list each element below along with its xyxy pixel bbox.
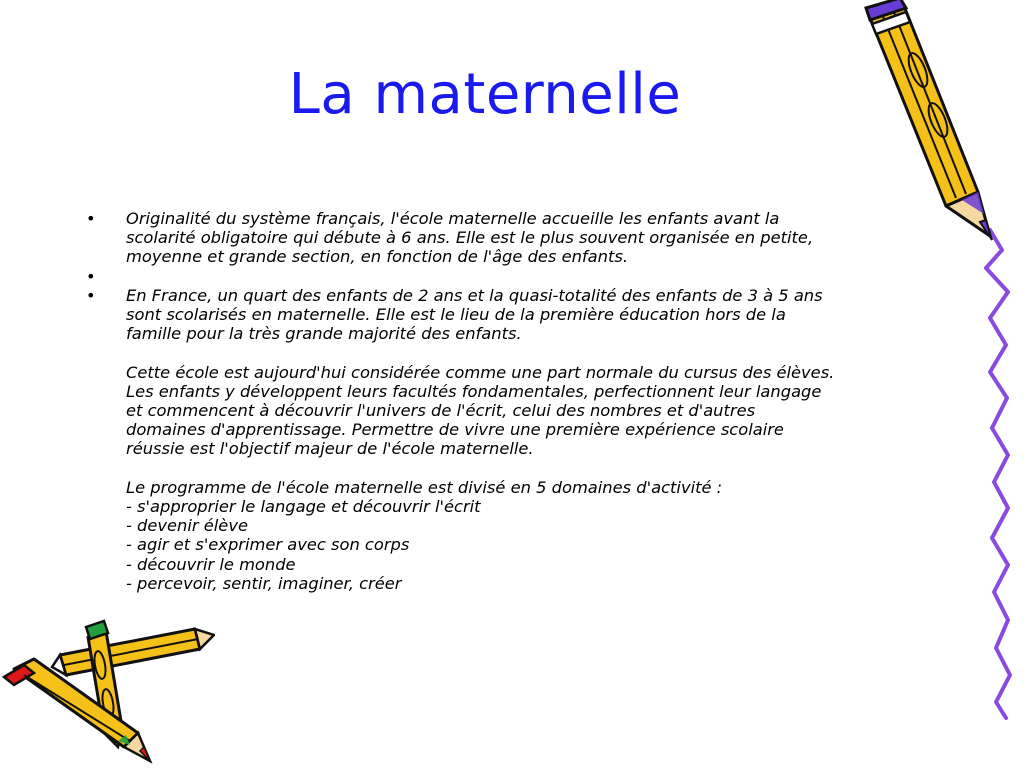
list-item: - découvrir le monde: [126, 554, 296, 574]
bullet-item: [86, 209, 926, 267]
bullet-item: [86, 267, 926, 286]
text-line: moyenne et grande section, en fonction de l'âge des enfants.: [126, 247, 628, 267]
bullet-text: [126, 286, 926, 593]
bullet-marker: •: [86, 209, 96, 228]
slide-body: [86, 209, 926, 593]
text-line: Les enfants y développent leurs facultés fondamentales, perfectionnent leur langage: [126, 381, 822, 401]
text-line: réussie est l'objectif majeur de l'école maternelle.: [126, 439, 534, 459]
text-line: famille pour la très grande majorité des enfants.: [126, 324, 522, 344]
text-line: scolarité obligatoire qui débute à 6 ans. Elle est le plus souvent organisée en petite,: [126, 228, 814, 248]
text-line: En France, un quart des enfants de 2 ans et la quasi-totalité des enfants de 3 à 5 ans: [126, 285, 823, 305]
text-line: Originalité du système français, l'école maternelle accueille les enfants avant la: [126, 209, 780, 228]
text-line: Le programme de l'école maternelle est divisé en 5 domaines d'activité :: [126, 477, 723, 497]
list-item: - devenir élève: [126, 516, 248, 536]
list-item: - agir et s'exprimer avec son corps: [126, 535, 410, 555]
bullet-marker: •: [86, 266, 96, 286]
bullet-item: [86, 286, 926, 593]
bullet-text: [126, 267, 926, 286]
list-item: - percevoir, sentir, imaginer, créer: [126, 573, 402, 593]
text-line: et commencent à découvrir l'univers de l'écrit, celui des nombres et d'autres: [126, 401, 756, 421]
slide-title: La maternelle: [288, 62, 682, 127]
text-line: sont scolarisés en maternelle. Elle est le lieu de la première éducation hors de la: [126, 305, 786, 325]
bullet-text: [126, 209, 926, 267]
text-line: Cette école est aujourd'hui considérée comme une part normale du cursus des élèves.: [126, 362, 835, 382]
list-item: - s'approprier le langage et découvrir l'écrit: [126, 497, 481, 517]
text-line: domaines d'apprentissage. Permettre de vivre une première expérience scolaire: [126, 420, 784, 440]
bullet-marker: •: [86, 285, 96, 305]
crossed-pencils-icon: [0, 615, 215, 765]
